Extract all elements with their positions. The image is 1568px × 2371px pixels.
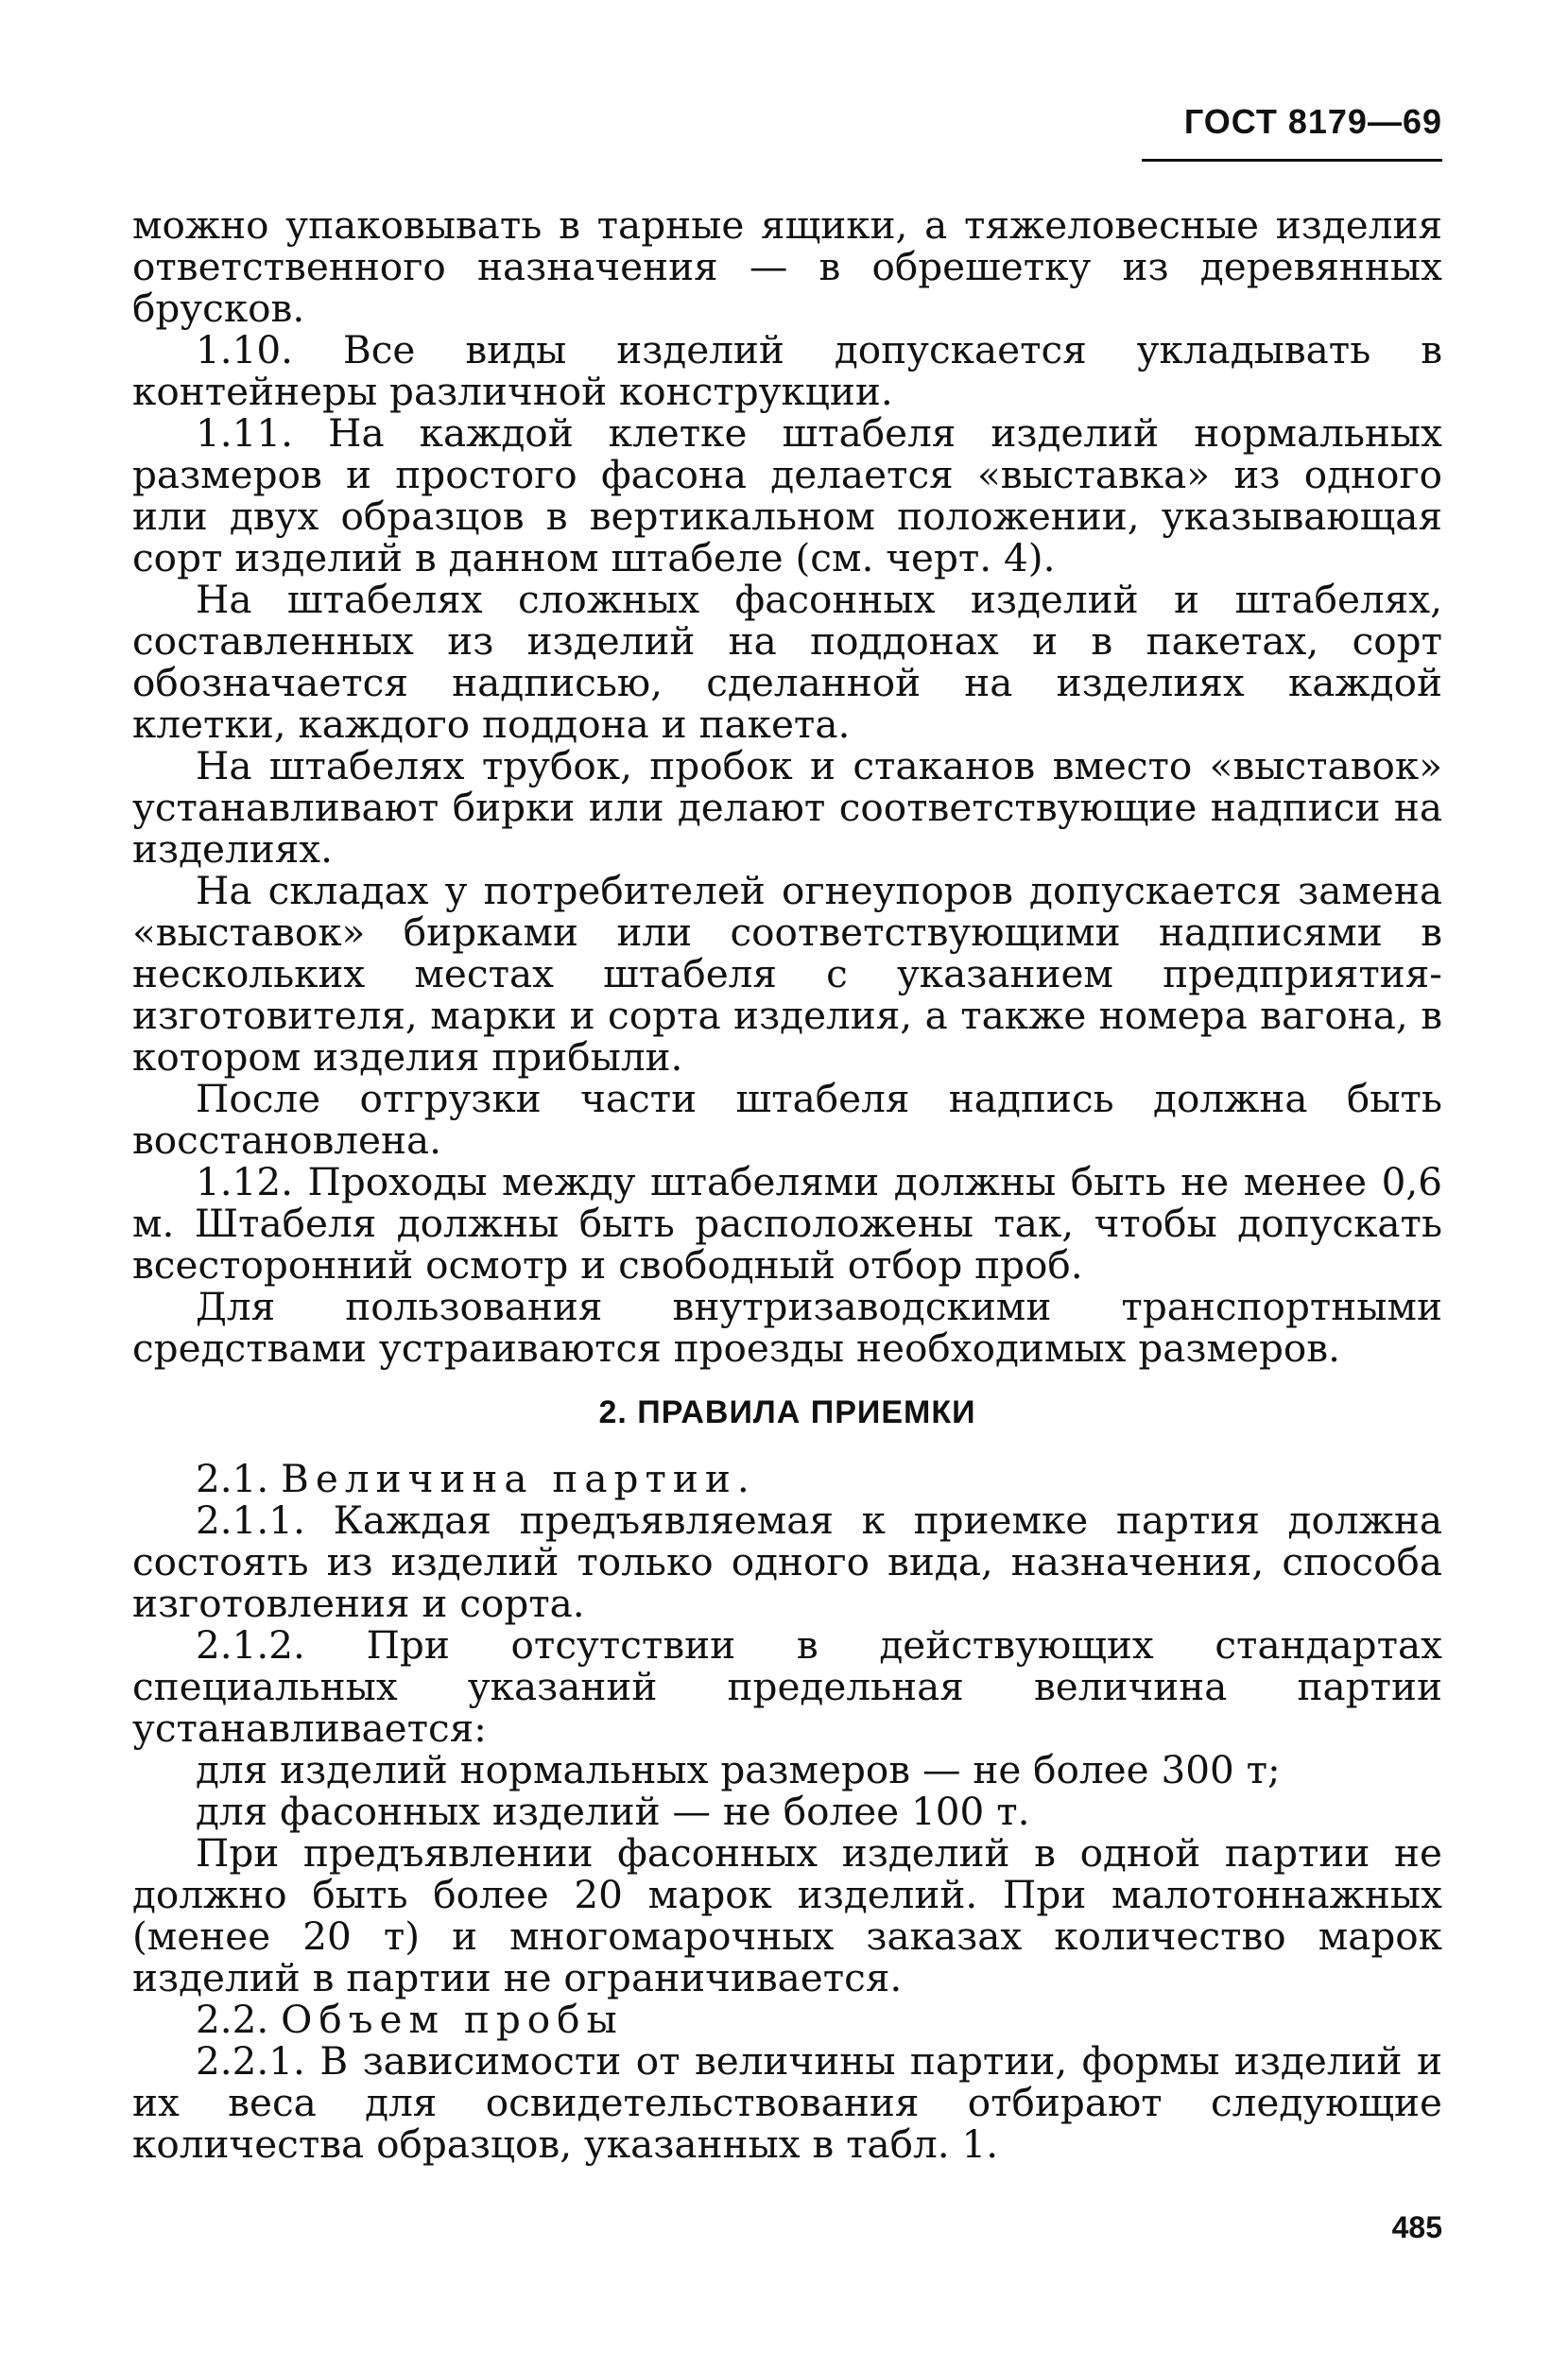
paragraph: После отгрузки части штабеля надпись должна быть восстановлена.	[132, 1076, 1442, 1163]
item-2-2-1: 2.2.1. В зависимости от величины партии, формы изделий и их веса для освидетельствования отбирают следующие количества образцов, указанных в табл. 1.	[132, 2038, 1442, 2167]
document-code: ГОСТ 8179—69	[1183, 102, 1442, 141]
paragraph-1-11: 1.11. На каждой клетке штабеля изделий нормальных размеров и простого фасона делается «выставка» из одного или двух образцов в вертикальном положении, указывающая сорт изделий в данном штабеле (см. черт. 4).	[132, 410, 1442, 580]
item-2-1-number: 2.1.	[196, 1456, 269, 1501]
section-heading: 2. ПРАВИЛА ПРИЕМКИ	[598, 1394, 976, 1430]
paragraph: можно упаковывать в тарные ящики, а тяжеловесные изделия ответственного назначения — в обрешетку из деревянных брусков.	[132, 202, 1442, 331]
paragraph: На штабелях сложных фасонных изделий и штабелях, составленных из изделий на поддонах и в пакетах, сорт обозначается надписью, сделанной на изделиях каждой клетки, каждого поддона и пакета.	[132, 577, 1442, 747]
document-body	[132, 204, 1442, 2165]
item-2-1-1: 2.1.1. Каждая предъявляемая к приемке партия должна состоять из изделий только одного вида, назначения, способа изготовления и сорта.	[132, 1497, 1442, 1626]
paragraph-1-12: 1.12. Проходы между штабелями должны быть не менее 0,6 м. Штабеля должны быть расположены так, чтобы допускать всесторонний осмотр и свободный отбор проб.	[132, 1159, 1442, 1288]
paragraph: Для пользования внутризаводскими транспортными средствами устраиваются проезды необходимых размеров.	[132, 1284, 1442, 1371]
item-2-1-2-c: При предъявлении фасонных изделий в одной партии не должно быть более 20 марок изделий. При малотоннажных (менее 20 т) и многомарочных заказах количество марок изделий в партии не ограничивается.	[132, 1830, 1442, 2000]
item-2-2-heading	[132, 1999, 1442, 2040]
item-2-2-title: Объем пробы	[281, 1997, 624, 2042]
paragraph-1-10: 1.10. Все виды изделий допускается укладывать в контейнеры различной конструкции.	[132, 327, 1442, 414]
item-2-1-title: Величина партии.	[281, 1456, 756, 1501]
header-rule	[1142, 159, 1442, 162]
paragraph: На штабелях трубок, пробок и стаканов вместо «выставок» устанавливают бирки или делают соответствующие надписи на изделиях.	[132, 743, 1442, 872]
item-2-1-2-b: для фасонных изделий — не более 100 т.	[196, 1789, 1030, 1834]
paragraph: На складах у потребителей огнеупоров допускается замена «выставок» бирками или соответствующими надписями в нескольких местах штабеля с указанием предприятия-изготовителя, марки и сорта изделия, а также номера вагона, в котором изделия прибыли.	[132, 868, 1442, 1080]
item-2-2-number: 2.2.	[196, 1997, 269, 2042]
item-2-1-2: 2.1.2. При отсутствии в действующих стандартах специальных указаний предельная величина партии устанавливается:	[132, 1622, 1442, 1751]
page-number: 485	[1391, 2210, 1442, 2244]
item-2-1-heading	[132, 1458, 1442, 1499]
item-2-1-2-a: для изделий нормальных размеров — не более 300 т;	[196, 1747, 1281, 1792]
